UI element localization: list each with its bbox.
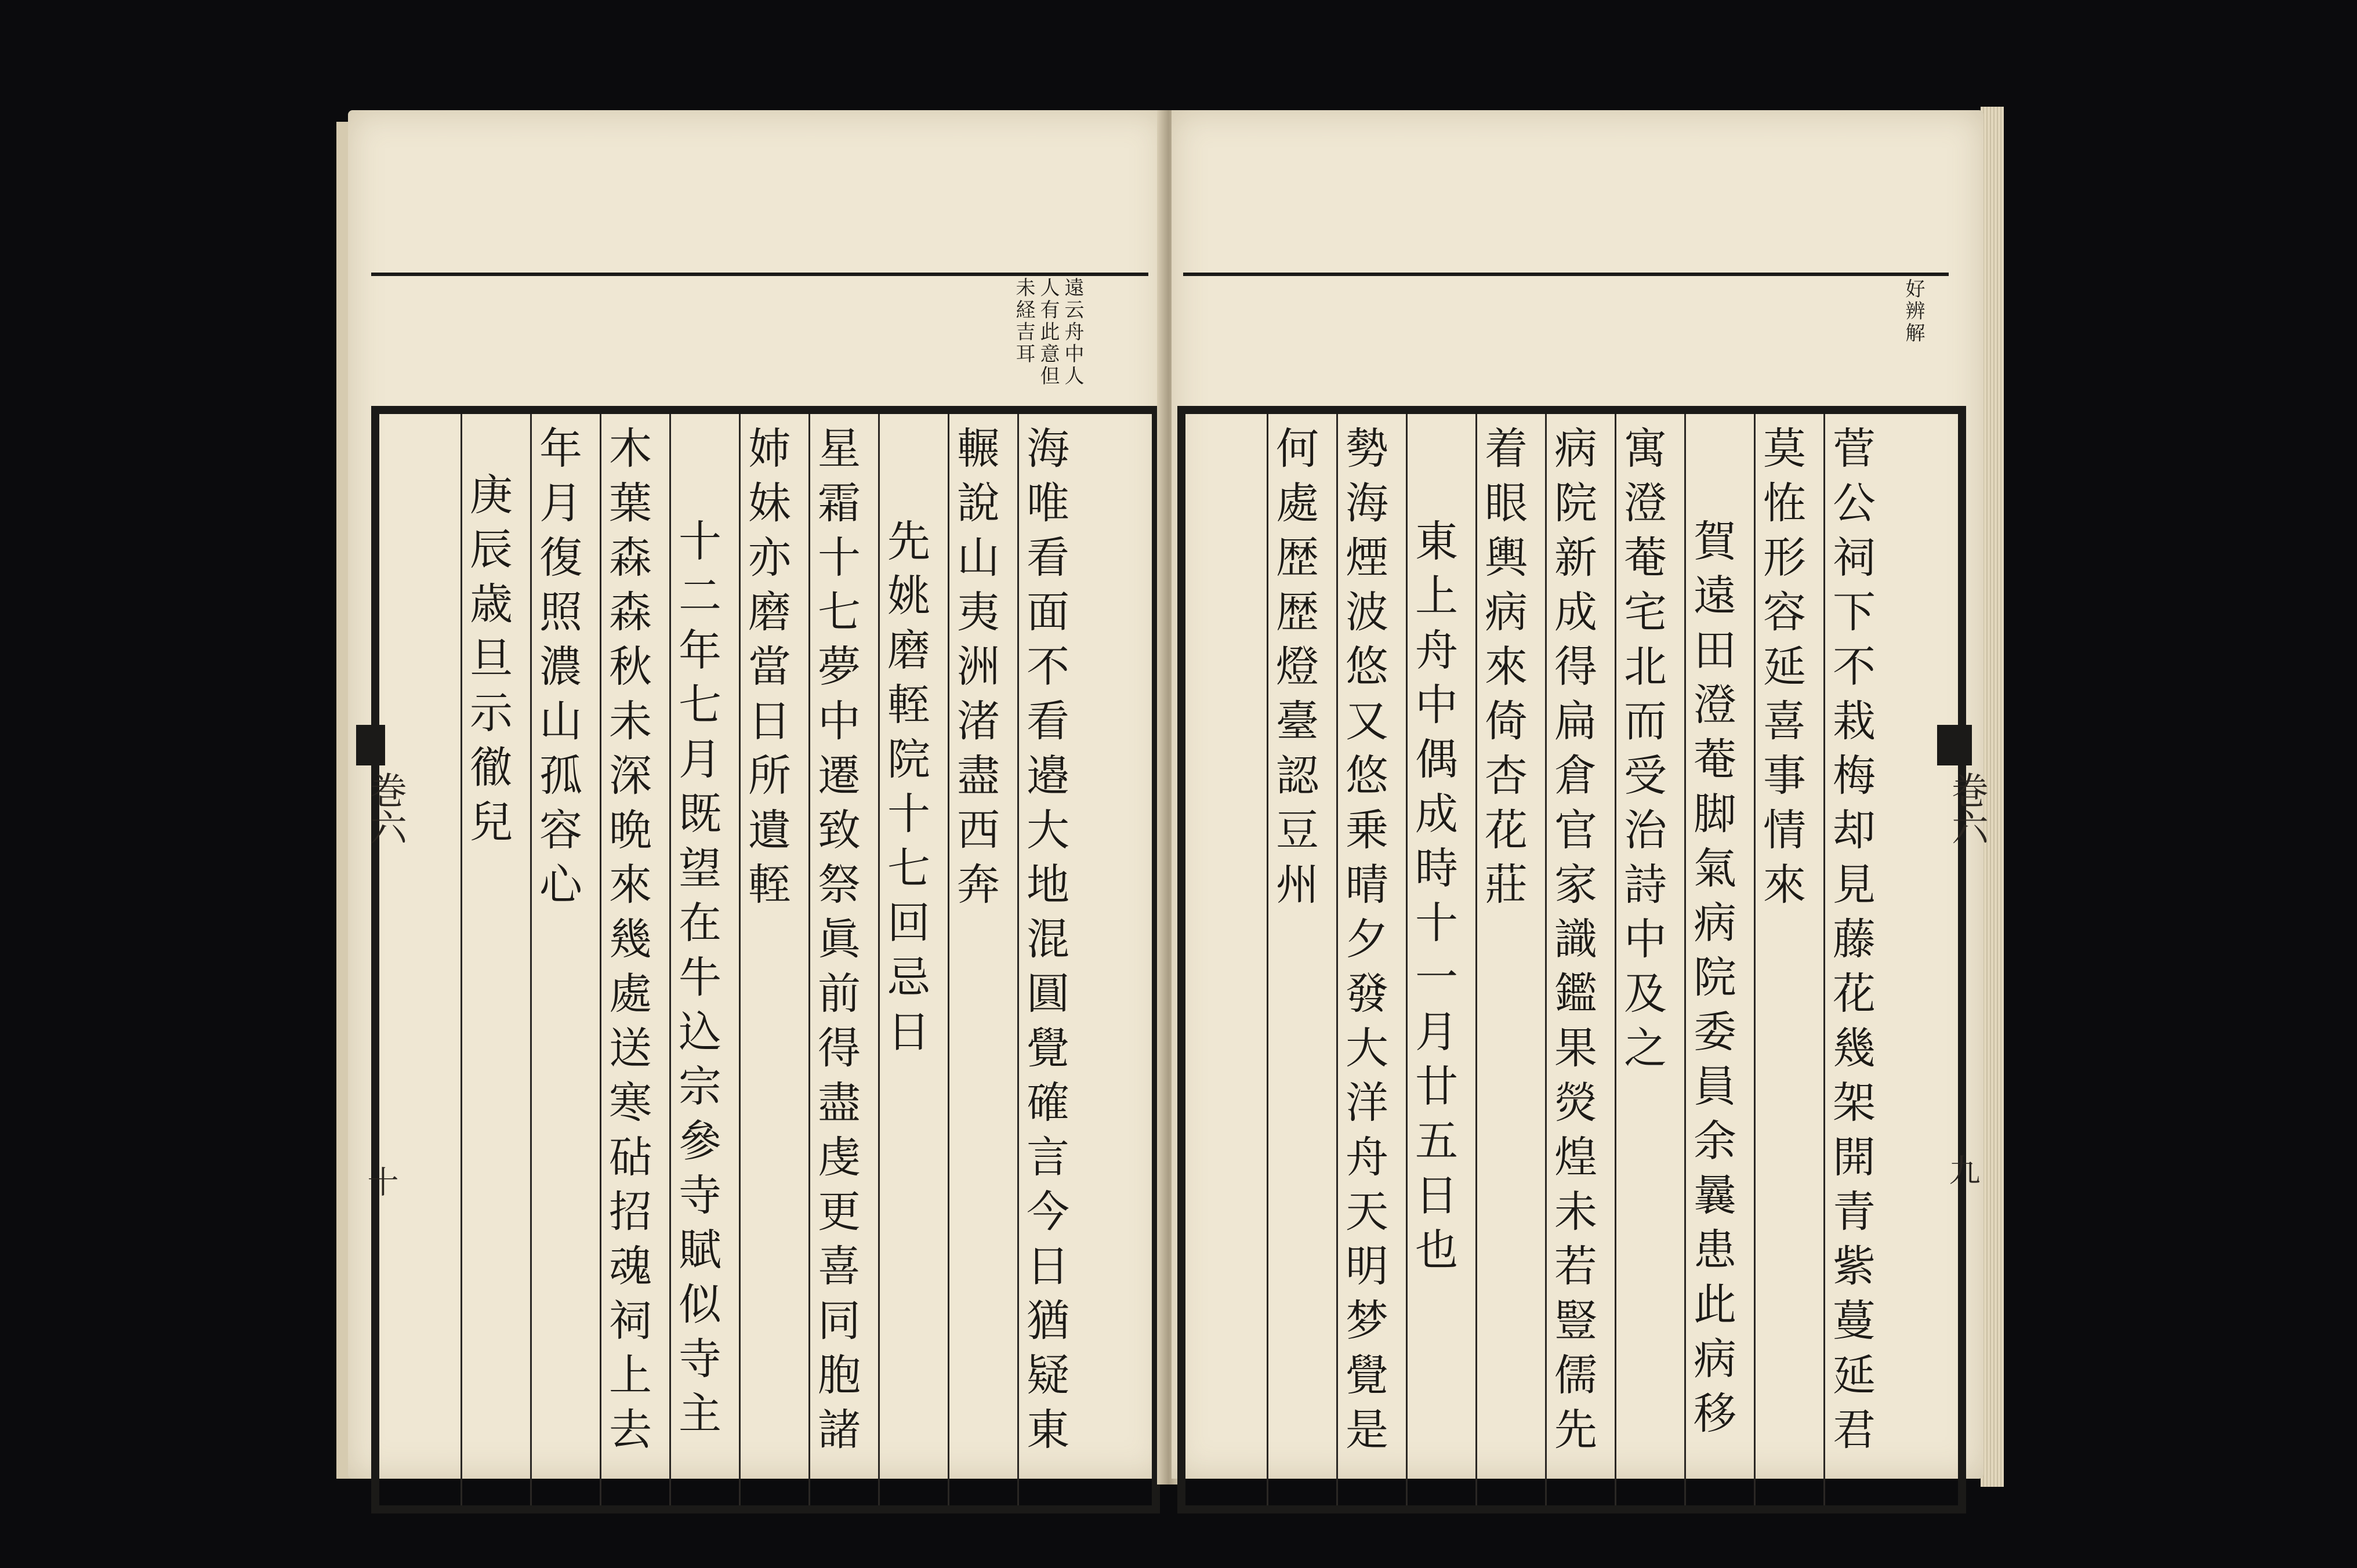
- right-line-5: 病院新成得扁倉官家識鑑果熒煌未若豎儒先: [1547, 426, 1597, 1461]
- right-line-8: 勢海煙波悠又悠乗晴夕發大洋舟天明梦覺是: [1339, 426, 1388, 1461]
- left-line-7: 木葉森森秋未深晩來幾處送寒砧招魂祠上去: [602, 426, 652, 1461]
- right-line-7: 東上舟中偶成時十一月廿五日也: [1408, 518, 1458, 1282]
- left-line-3: 先姚磨輊院十七回忌日: [880, 518, 930, 1064]
- right-text-frame: [1177, 406, 1966, 1513]
- left-line-6: 十二年七月既望在牛込宗參寺賦似寺主: [672, 518, 721, 1445]
- open-book: [348, 110, 1988, 1490]
- left-line-2: 輾說山夷洲渚盡西奔: [950, 426, 1000, 916]
- right-line-2: 莫恠形容延喜事情來: [1756, 426, 1806, 916]
- left-note-line-1: 遠云舟中人: [1061, 277, 1084, 387]
- right-line-3: 賀遠田澄菴脚氣病院委員余曩患此病移: [1687, 518, 1736, 1445]
- left-fold-label: 巻六: [364, 771, 407, 845]
- left-text-frame: [371, 406, 1160, 1513]
- right-line-1: 菅公祠下不栽梅却見藤花幾架開青紫蔓延君: [1826, 426, 1876, 1461]
- right-line-9: 何處歴歴燈臺認豆州: [1269, 426, 1319, 916]
- left-note-line-2: 人有此意但: [1036, 277, 1060, 387]
- right-note-line-1: 好辨解: [1902, 278, 1925, 344]
- left-line-1: 海唯看面不看邉大地混圓覺確言今日猶疑東: [1020, 426, 1069, 1461]
- left-line-8: 年月復照濃山孤容心: [532, 426, 582, 916]
- right-fold-label: 巻六: [1945, 771, 1988, 845]
- right-page: [1172, 110, 1988, 1479]
- left-page: [348, 110, 1166, 1479]
- left-fishtail: [356, 725, 385, 765]
- left-line-5: 姉妹亦磨當日所遺輊: [741, 426, 791, 916]
- left-line-4: 星霜十七夢中遷致祭眞前得盡虔更喜同胞諸: [811, 426, 861, 1461]
- left-upper-rule: [371, 273, 1148, 276]
- right-line-4: 寓澄菴宅北而受治詩中及之: [1617, 426, 1667, 1080]
- right-upper-rule: [1183, 273, 1949, 276]
- right-fold-number: 九: [1944, 1154, 1981, 1185]
- right-line-6: 着眼輿病來倚杏花莊: [1478, 426, 1528, 916]
- left-note-line-3: 未経吉耳: [1012, 277, 1035, 365]
- left-fold-number: 十: [362, 1166, 399, 1197]
- left-line-9: 庚辰歳旦示徹兒: [463, 472, 513, 854]
- right-fishtail: [1937, 725, 1972, 765]
